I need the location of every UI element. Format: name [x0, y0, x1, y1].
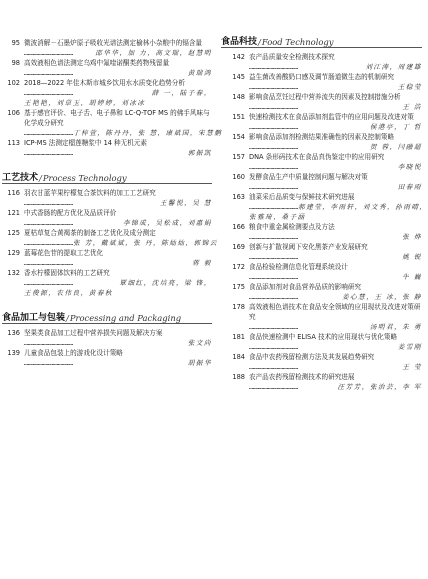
authors-line	[249, 142, 422, 152]
toc-entry[interactable]	[219, 262, 422, 282]
article-title: 油菜采后品质变与保鲜技术研究进展	[249, 193, 355, 201]
toc-entry[interactable]	[219, 172, 422, 192]
entry-body	[249, 72, 422, 92]
toc-entry[interactable]	[219, 222, 422, 242]
section-heading	[221, 30, 422, 48]
toc-entry[interactable]	[0, 188, 212, 208]
article-title: 影响食品烹饪过程中营养流失的因素及控制措施分析	[249, 93, 401, 101]
page-number: 184	[232, 353, 245, 361]
article-authors: 姜雪刚	[397, 343, 422, 351]
article-title: 坚果类食品加工过程中营养损失问题及解决方案	[24, 329, 163, 337]
entry-body	[249, 172, 422, 192]
entry-body	[249, 332, 422, 352]
article-title: DNA 条形码技术在食品真伪鉴定中的应用研究	[249, 153, 385, 161]
article-authors: 王 浩	[402, 103, 422, 111]
article-title: 粮食中重金属检测要点及方法	[249, 223, 335, 231]
leader-dots: …………………………………	[249, 343, 299, 351]
article-title: 高效液相色谱法测定乌鸡中氟喹诺酮类药物残留量	[24, 59, 170, 67]
entry-body	[24, 58, 212, 78]
article-authors: 王馨悦，吴 慧	[159, 199, 212, 207]
leader-dots: …………………………………	[249, 143, 299, 151]
leader-dots: …………………………………	[249, 363, 299, 371]
authors-line	[24, 128, 223, 138]
article-authors: 郝建莹，李雨轩，刘文秀，孙雨晴，	[298, 203, 428, 211]
article-authors: 张 烨	[402, 233, 422, 241]
article-authors: 汤明君，朱 勇	[369, 323, 422, 331]
toc-entry[interactable]	[219, 52, 422, 72]
article-authors: 刘江涛，周建雄	[365, 63, 422, 71]
leader-dots: …………………………………	[249, 383, 299, 391]
leader-dots: …………………………………	[249, 163, 299, 171]
page-number: 98	[11, 59, 20, 67]
authors-line	[249, 252, 422, 262]
leader-dots: …………………………………	[249, 83, 299, 91]
authors-line	[249, 342, 422, 352]
authors-line	[249, 292, 422, 302]
article-authors: 姜心慧，王 冰，张 静	[341, 293, 422, 301]
article-authors: 蒋 毅	[192, 259, 212, 267]
article-title: 夏枯草复合黄褐茶的制备工艺优化及成分测定	[24, 229, 156, 237]
article-authors: 张文尚	[187, 339, 212, 347]
article-title: 食品快速检测中 ELISA 技术的应用现状与优化策略	[249, 333, 398, 341]
page-number: 102	[7, 79, 20, 87]
page-number: 175	[232, 283, 245, 291]
toc-entry[interactable]	[219, 72, 422, 92]
toc-entry[interactable]	[219, 192, 428, 222]
article-authors: 王 莹	[402, 363, 422, 371]
entry-body	[249, 302, 422, 332]
entry-body	[24, 268, 212, 298]
section-title-separator: /	[39, 173, 42, 183]
page-number: 113	[7, 139, 20, 147]
entry-body	[249, 372, 422, 392]
page-number: 169	[232, 243, 245, 251]
page-number: 166	[232, 223, 245, 231]
toc-entry[interactable]	[219, 112, 422, 132]
article-authors: 邵华华，加 力，高文瑞，赵慧明	[95, 49, 212, 57]
article-title: 蓝莓花色苷的提取工艺优化	[24, 249, 104, 257]
authors-line	[249, 62, 422, 72]
entry-body	[249, 262, 422, 282]
page-number: 121	[7, 209, 20, 217]
entry-body	[24, 208, 212, 228]
article-title: 益生菌改善酸奶口感及调节肠道微生态的机制研究	[249, 73, 395, 81]
page-number: 188	[232, 373, 245, 381]
page-number: 163	[232, 193, 245, 201]
toc-entry[interactable]	[219, 352, 422, 372]
article-title: 中式香肠的配方优化及品质评价	[24, 209, 117, 217]
leader-dots: …………………………………	[24, 199, 74, 207]
left-column	[0, 38, 223, 368]
article-authors: 张 芳，戴斌斌，张 丹，陈灿灿，郭锦云	[73, 239, 218, 247]
page-number: 125	[7, 229, 20, 237]
leader-dots: …………………………………	[249, 253, 299, 261]
toc-entry[interactable]	[0, 208, 212, 228]
entry-body	[24, 248, 212, 268]
toc-entry[interactable]	[0, 328, 212, 348]
authors-line	[249, 382, 422, 392]
authors-line	[24, 258, 212, 268]
article-title: 农产品质量安全检测技术探究	[249, 53, 335, 61]
right-column	[219, 30, 428, 392]
authors-line	[249, 182, 422, 192]
toc-entry[interactable]	[219, 242, 422, 262]
authors-line	[24, 148, 212, 158]
article-title: 香水柠檬固体饮料的工艺研究	[24, 269, 110, 277]
leader-dots: …………………………………	[24, 149, 74, 157]
section-title-cn: 食品科技	[221, 37, 258, 47]
article-authors: 胡振华	[187, 359, 212, 367]
page-number: 148	[232, 93, 245, 101]
article-authors: 覃细红，沈培亮，梁 锋，	[119, 279, 212, 287]
article-title: 影响食品添加剂检测结果准确性的因素及控制策略	[249, 133, 395, 141]
entry-body	[24, 108, 223, 138]
article-authors: 李晓悦	[397, 163, 422, 171]
page-number: 145	[232, 73, 245, 81]
page-number: 106	[7, 109, 20, 117]
page-number: 139	[7, 349, 20, 357]
article-authors: 姚 锐	[402, 253, 422, 261]
page-number: 181	[232, 333, 245, 341]
article-authors: 侯港亭，丁 哲	[369, 123, 422, 131]
toc-entry[interactable]	[0, 138, 212, 158]
authors-line	[249, 122, 422, 132]
authors-line	[24, 338, 212, 348]
article-authors: 贺 蓉，闫融超	[369, 143, 422, 151]
entry-body	[24, 188, 212, 208]
article-authors: 黄瑞鸿	[187, 69, 212, 77]
leader-dots: …………………………………	[24, 69, 74, 77]
toc-entry[interactable]	[0, 38, 212, 58]
toc-entry[interactable]	[0, 228, 218, 248]
article-title: 高效液相色谱技术在食品安全领域的应用现状及改进对策研究	[249, 303, 421, 321]
leader-dots: …………………………………	[249, 103, 299, 111]
toc-entry[interactable]	[219, 372, 422, 392]
page-number: 129	[7, 249, 20, 257]
article-authors: 薛 一，陆子春，	[151, 89, 212, 97]
toc-entry[interactable]	[0, 268, 212, 298]
article-title: 发酵食品生产中质量控制问题与解决对策	[249, 173, 368, 181]
toc-entry[interactable]	[219, 92, 422, 112]
authors-continued: 张雅琦，桑子涵	[249, 213, 306, 221]
authors-line	[249, 102, 422, 112]
article-title: 食品中农药残留检测方法及其发展趋势研究	[249, 353, 375, 361]
entry-body	[24, 78, 212, 108]
entry-body	[249, 222, 422, 242]
authors-line	[249, 362, 422, 372]
section-title-separator: /	[66, 313, 69, 323]
toc-entry[interactable]	[0, 58, 212, 78]
entry-body	[24, 328, 212, 348]
section-title-cn: 工艺技术	[2, 173, 39, 183]
section-title-cn: 食品加工与包装	[2, 313, 66, 323]
authors-line	[24, 68, 212, 78]
article-title: ICP-MS 法测定榴莲糖浆中 14 种无机元素	[24, 139, 148, 147]
authors-line	[24, 278, 212, 288]
toc-entry[interactable]	[0, 248, 212, 268]
entry-body	[249, 242, 422, 262]
leader-dots: …………………………………	[249, 273, 299, 281]
entry-body	[249, 282, 422, 302]
article-title: 2018—2022 年佳木斯市城乡饮用水水质变化趋势分析	[24, 79, 185, 87]
entry-body	[24, 138, 212, 158]
authors-line	[24, 88, 212, 98]
authors-continued: 王艳艳，刘草玉，胡婷婷，刘冰冰	[24, 99, 146, 107]
leader-dots: …………………………………	[24, 129, 74, 137]
article-title: 食品检验检测信息化管理系统设计	[249, 263, 348, 271]
entry-body	[249, 52, 422, 72]
section-title-en: Process Technology	[42, 173, 127, 183]
article-authors: 李锦成，吴松成，刘惠娟	[122, 219, 212, 227]
authors-line	[249, 232, 422, 242]
toc-entry[interactable]	[219, 152, 422, 172]
entry-body	[24, 228, 218, 248]
leader-dots: …………………………………	[24, 359, 74, 367]
toc-entry[interactable]	[219, 302, 422, 332]
entry-body	[24, 38, 212, 58]
section-heading	[2, 166, 212, 184]
article-title: 羽衣甘蓝苹果柠檬复合茶饮料的加工工艺研究	[24, 189, 156, 197]
page-number: 160	[232, 173, 245, 181]
toc-entry[interactable]	[0, 108, 223, 138]
page-number: 136	[7, 329, 20, 337]
page-number: 178	[232, 303, 245, 311]
toc-entry[interactable]	[0, 78, 212, 108]
leader-dots: …………………………………	[24, 279, 74, 287]
page-number: 154	[232, 133, 245, 141]
authors-line	[24, 198, 212, 208]
leader-dots: …………………………………	[249, 63, 299, 71]
page-number: 116	[7, 189, 20, 197]
leader-dots: …………………………………	[249, 203, 299, 211]
entry-body	[249, 352, 422, 372]
article-authors: 牛 巍	[402, 273, 422, 281]
authors-line	[249, 162, 422, 172]
authors-line	[249, 322, 422, 332]
authors-continued: 王俊源，农伟良，黄春秋	[24, 289, 114, 297]
entry-body	[249, 132, 422, 152]
page-number: 151	[232, 113, 245, 121]
leader-dots: …………………………………	[249, 233, 299, 241]
article-title: 微波消解－石墨炉原子吸收光谱法测定榆林小杂粮中的镉含量	[24, 39, 203, 47]
authors-line	[24, 48, 212, 58]
authors-line	[249, 272, 422, 282]
leader-dots: …………………………………	[24, 339, 74, 347]
toc-entry[interactable]	[219, 282, 422, 302]
authors-line	[24, 238, 218, 248]
entry-body	[249, 152, 422, 172]
section-heading	[2, 306, 212, 324]
entry-body	[24, 348, 212, 368]
article-title: 创新与扩散视阈下安化黑茶产业发展研究	[249, 243, 368, 251]
article-title: 儿童食品包装上的游戏化设计策略	[24, 349, 123, 357]
page-number: 142	[232, 53, 245, 61]
article-authors: 丁梓萱，陈丹丹，张 慧，康斌国，宋慧鹏	[73, 129, 223, 137]
section-title-en: Processing and Packaging	[69, 313, 182, 323]
page-number: 157	[232, 153, 245, 161]
article-title: 快速检测技术在食品添加剂监管中的应用问题及改进对策	[249, 113, 414, 121]
article-title: 基于感官评价、电子舌、电子鼻和 LC-Q-TOF MS 的佛手风味与化学成分研究	[24, 109, 210, 127]
leader-dots: …………………………………	[249, 293, 299, 301]
leader-dots: …………………………………	[24, 49, 74, 57]
page-number: 95	[11, 39, 20, 47]
leader-dots: …………………………………	[24, 219, 74, 227]
leader-dots: …………………………………	[249, 323, 299, 331]
toc-entry[interactable]	[0, 348, 212, 368]
authors-line	[249, 202, 428, 212]
entry-body	[249, 92, 422, 112]
article-authors: 郭振凯	[187, 149, 212, 157]
toc-entry[interactable]	[219, 132, 422, 152]
leader-dots: …………………………………	[24, 239, 74, 247]
page-number: 172	[232, 263, 245, 271]
entry-body	[249, 112, 422, 132]
authors-line	[249, 82, 422, 92]
article-title: 农产品农药残留检测技术的研究进展	[249, 373, 355, 381]
leader-dots: …………………………………	[249, 183, 299, 191]
article-authors: 王稳莹	[397, 83, 422, 91]
leader-dots: …………………………………	[24, 89, 74, 97]
section-title-en: Food Technology	[261, 37, 334, 47]
authors-line	[24, 218, 212, 228]
leader-dots: …………………………………	[24, 259, 74, 267]
article-authors: 田春雨	[397, 183, 422, 191]
toc-entry[interactable]	[219, 332, 422, 352]
page-number: 132	[7, 269, 20, 277]
leader-dots: …………………………………	[249, 123, 299, 131]
entry-body	[249, 192, 428, 222]
authors-line	[24, 358, 212, 368]
article-title: 食品添加剂对食品营养品质的影响研究	[249, 283, 362, 291]
section-title-separator: /	[258, 37, 261, 47]
article-authors: 汪芳芳，张治芸，李 军	[337, 383, 422, 391]
